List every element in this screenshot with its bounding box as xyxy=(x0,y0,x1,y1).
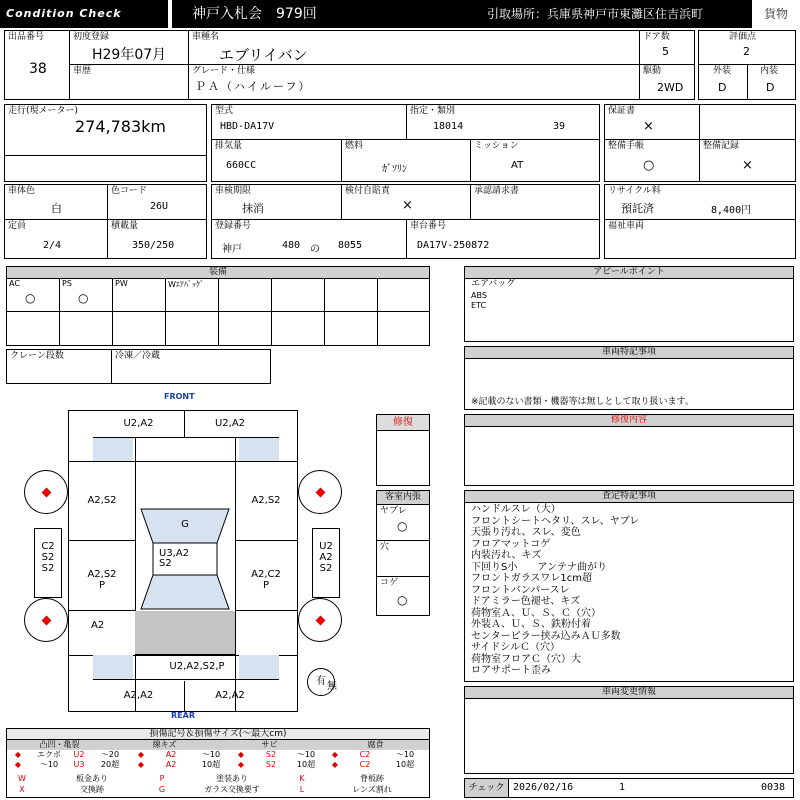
panel-left-fender: A2,S2 xyxy=(69,461,135,541)
change-info-panel xyxy=(464,686,794,774)
legend-group-0: 凸凹・亀裂 xyxy=(7,740,112,750)
inspection-value: 抹消 xyxy=(242,202,264,215)
panel-front-left: U2,A2 xyxy=(93,411,185,437)
color-code-value: 26U xyxy=(150,201,169,212)
legend-cell: 10超 xyxy=(296,760,316,769)
welfare-box xyxy=(604,219,796,259)
check-num: 1 xyxy=(619,782,626,793)
legend-code: X xyxy=(19,785,25,794)
inspection-box xyxy=(211,184,342,220)
maintenance-record-label: 整備記録 xyxy=(703,141,740,151)
repair-title: 修復 xyxy=(377,415,429,431)
registration-label: 登録番号 xyxy=(215,221,252,231)
recycle-amount: 8,400円 xyxy=(711,205,752,216)
chassis-label: 車台番号 xyxy=(410,221,447,231)
equip-empty-8 xyxy=(166,312,219,345)
inspection-note-line: ロアサポート歪み xyxy=(471,665,551,676)
legend-cell: 10超 xyxy=(395,760,415,769)
inspection-notes-panel xyxy=(464,490,794,682)
vehicle-type: 貨物 xyxy=(764,7,789,21)
equip-empty-9 xyxy=(219,312,272,345)
transmission-label: ミッション xyxy=(474,141,519,151)
displacement-box xyxy=(211,139,342,182)
displacement-value: 660CC xyxy=(226,160,257,171)
body-color-box xyxy=(4,184,108,220)
chassis-box xyxy=(406,219,600,259)
legend-diamond-icon: ◆ xyxy=(331,750,339,759)
inspection-label: 車検期限 xyxy=(215,186,252,196)
doors-value: 5 xyxy=(662,45,669,58)
legend-cell: 板金あり xyxy=(76,774,108,783)
liability-label: 検付自賠責 xyxy=(345,186,391,196)
legend-cell: 10超 xyxy=(201,760,221,769)
cabin-row-2-mark: ○ xyxy=(397,593,408,607)
damage-legend xyxy=(6,728,430,798)
legend-code: U3 xyxy=(73,760,85,769)
legend-diamond-icon: ◆ xyxy=(14,750,22,759)
panel-roof: U3,A2 S2 xyxy=(159,548,190,569)
grade-box xyxy=(188,64,640,100)
legend-cell: エクボ xyxy=(37,750,61,759)
mileage-value: 274,783km xyxy=(75,117,167,136)
appeal-line-2: ETC xyxy=(471,301,487,310)
appeal-panel xyxy=(464,266,794,342)
exterior-box xyxy=(698,64,748,100)
warranty-empty xyxy=(699,104,796,140)
equip-empty-5 xyxy=(7,312,60,345)
first-reg-value: H29年07月 xyxy=(92,47,167,63)
welfare-label: 福祉車両 xyxy=(608,221,645,231)
drive-box xyxy=(639,64,695,100)
inspection-note-line: センターピラー挟み込みＡＵ多数 xyxy=(471,630,621,642)
car-name-box xyxy=(188,30,640,65)
legend-diamond-icon: ◆ xyxy=(237,750,245,759)
mileage-label: 走行(現メーター) xyxy=(8,106,79,116)
legend-diamond-icon: ◆ xyxy=(137,760,145,769)
transmission-box xyxy=(470,139,600,182)
interior-value: D xyxy=(766,81,775,94)
body-color-value: 白 xyxy=(51,202,62,215)
rear-label: REAR xyxy=(171,711,195,720)
equipment-title: 装備 xyxy=(7,267,429,279)
cabin-row-2-label: コゲ xyxy=(380,578,399,588)
equip-empty-7 xyxy=(113,312,166,345)
cabin-title: 客室内張 xyxy=(377,491,429,505)
freezer-box xyxy=(111,349,271,384)
headlight-left xyxy=(93,437,133,461)
pickup-location: 引取場所：兵庫県神戸市東灘区住吉浜町 xyxy=(472,0,752,28)
equip-ps-mark: ○ xyxy=(78,291,89,305)
inspection-notes-title: 査定特記事項 xyxy=(465,491,793,503)
legend-cell: 〜10 xyxy=(395,750,415,759)
score-label: 評価点 xyxy=(729,32,757,42)
legend-code: S2 xyxy=(265,760,277,769)
equip-empty-2 xyxy=(272,278,325,312)
equip-airbag-label: Wｴｱﾊﾞｯｸﾞ xyxy=(168,280,204,289)
approval-box xyxy=(470,184,600,220)
equip-pw-label: PW xyxy=(115,279,128,288)
inspection-note-line: 天張り汚れ、スレ、変色 xyxy=(471,527,581,538)
designation-value2: 39 xyxy=(553,121,566,132)
warranty-value: × xyxy=(643,119,654,134)
mileage-box xyxy=(4,104,207,182)
check-date: 2026/02/16 xyxy=(513,782,574,793)
legend-cell: 脊板跡 xyxy=(360,774,384,783)
score-value: 2 xyxy=(743,45,750,58)
crane-label: クレーン段数 xyxy=(10,351,64,361)
panel-rear: U2,A2,S2,P xyxy=(169,661,225,672)
front-label: FRONT xyxy=(164,392,195,401)
registration-class: 480 xyxy=(282,240,301,251)
registration-number: 8055 xyxy=(338,240,363,251)
warranty-box xyxy=(604,104,700,140)
taillight-left xyxy=(93,655,133,679)
model-label: 型式 xyxy=(215,106,234,116)
cabin-row-2 xyxy=(377,577,429,615)
panel-left-quarter: A2 xyxy=(91,620,105,631)
legend-diamond-icon: ◆ xyxy=(14,760,22,769)
legend-title: 損傷記号＆損傷サイズ(〜最大cm) xyxy=(7,729,429,740)
liability-value: × xyxy=(402,198,413,213)
equip-ac-label: AC xyxy=(9,279,20,288)
legend-diamond-icon: ◆ xyxy=(137,750,145,759)
panel-rear-right: A2,A2 xyxy=(215,690,245,701)
check-code: 0038 xyxy=(761,782,786,793)
history-label: 車歴 xyxy=(73,66,92,76)
panel-right-side: U2 A2 S2 xyxy=(312,528,340,598)
legend-group-1: 線キズ xyxy=(112,740,217,750)
panel-left-side: C2 S2 S2 xyxy=(34,528,62,598)
equip-empty-3 xyxy=(325,278,378,312)
inspection-note-line: フロントバンパースレ xyxy=(471,584,570,596)
check-label: チェック xyxy=(465,779,509,797)
tire-front-left-icon xyxy=(24,470,68,514)
bumper-line xyxy=(93,437,279,438)
interior-box xyxy=(747,64,796,100)
legend-code: K xyxy=(299,774,305,783)
maintenance-book-box xyxy=(604,139,700,182)
inspection-note-line: フロアマットコゲ xyxy=(471,538,551,550)
equip-empty-4 xyxy=(378,278,429,312)
logo: Condition Check xyxy=(0,0,168,28)
color-code-label: 色コード xyxy=(111,186,148,196)
repair-content-title: 修復内容 xyxy=(465,415,793,427)
panel-windshield: G xyxy=(181,519,189,530)
exterior-value: D xyxy=(718,81,727,94)
legend-code: U2 xyxy=(73,750,85,759)
legend-code: G xyxy=(158,785,166,794)
score-box xyxy=(698,30,796,65)
maintenance-record-box xyxy=(699,139,796,182)
lot-number-box xyxy=(4,30,70,100)
car-name-label: 車種名 xyxy=(192,32,220,42)
grade-value: ＰＡ（ハイルーフ） xyxy=(195,80,312,93)
legend-code: P xyxy=(159,774,165,783)
fuel-value: ｶﾞｿﾘﾝ xyxy=(382,164,407,175)
lot-label: 出品番号 xyxy=(8,32,45,42)
approval-label: 承認請求書 xyxy=(474,186,520,196)
equip-ac-mark: ○ xyxy=(25,291,36,305)
exterior-label: 外装 xyxy=(713,66,732,76)
equip-ac xyxy=(7,278,60,312)
repair-content-panel xyxy=(464,414,794,486)
legend-cell: 〜20 xyxy=(100,750,120,759)
spare-tire-no: 無 xyxy=(327,681,337,692)
doors-label: ドア数 xyxy=(643,32,670,42)
appeal-title: アピールポイント xyxy=(465,267,793,279)
inspection-note-line: フロントガラスワレ1cm超 xyxy=(471,573,593,584)
inspection-note-line: ハンドルスレ（大） xyxy=(471,504,561,515)
equip-pw xyxy=(113,278,166,312)
maintenance-book-label: 整備手帳 xyxy=(608,141,645,151)
first-reg-label: 初度登録 xyxy=(73,32,110,42)
registration-kana: の xyxy=(310,244,320,255)
equip-empty-11 xyxy=(325,312,378,345)
first-reg-box xyxy=(69,30,189,65)
legend-diamond-icon: ◆ xyxy=(237,760,245,769)
legend-code: W xyxy=(18,774,26,783)
fuel-box xyxy=(341,139,471,182)
taillight-right xyxy=(239,655,279,679)
freezer-label: 冷凍／冷蔵 xyxy=(115,351,161,361)
legend-cell: ガラス交換要す xyxy=(204,785,260,794)
recycle-box xyxy=(604,184,796,220)
legend-group-3: 腐食 xyxy=(322,740,429,750)
inspection-note-line: 下回りS小 アンテナ曲がり xyxy=(471,561,607,573)
car-diagram xyxy=(68,410,298,712)
equipment-table xyxy=(6,266,430,346)
cargo-floor xyxy=(135,611,235,655)
appeal-line-0: エアバッグ xyxy=(471,279,516,289)
notes-title: 車両特記事項 xyxy=(465,347,793,359)
equip-ps xyxy=(60,278,113,312)
inspection-note-line: 外装Ａ、Ｕ、Ｓ、鉄粉付着 xyxy=(471,619,591,630)
legend-code: L xyxy=(299,785,305,794)
registration-box xyxy=(211,219,407,259)
maintenance-book-value: ○ xyxy=(643,158,655,173)
panel-right-fender: A2,S2 xyxy=(235,461,297,541)
legend-code: A2 xyxy=(165,750,177,759)
cabin-row-1-label: 穴 xyxy=(380,542,390,552)
legend-group-2: サビ xyxy=(217,740,322,750)
inspection-note-line: 荷物室Ａ、Ｕ、Ｓ、Ｃ（穴） xyxy=(471,607,601,619)
cabin-box xyxy=(376,490,430,616)
chassis-value: DA17V-250872 xyxy=(417,240,490,251)
inspection-note-line: 内装汚れ、キズ xyxy=(471,550,542,561)
equip-empty-6 xyxy=(60,312,113,345)
load-box xyxy=(107,219,207,259)
legend-cell: 塗装あり xyxy=(216,774,248,783)
check-row xyxy=(464,778,794,798)
panel-left-rear-door: A2,S2 P xyxy=(69,541,135,611)
equip-empty-12 xyxy=(378,312,429,345)
legend-cell: 〜10 xyxy=(39,760,59,769)
maintenance-record-value: × xyxy=(742,158,753,173)
grade-label: グレード・仕様 xyxy=(192,66,256,76)
auction-title: 神戸入札会 979回 xyxy=(172,0,472,28)
mileage-divider xyxy=(5,155,206,156)
appeal-line-1: ABS xyxy=(471,291,487,300)
panel-front-right: U2,A2 xyxy=(214,418,246,429)
legend-code: C2 xyxy=(359,750,371,759)
capacity-label: 定員 xyxy=(8,221,27,231)
cabin-row-0-mark: ○ xyxy=(397,519,408,533)
warranty-label: 保証書 xyxy=(608,106,636,116)
notes-text: ※記載のない書類・機器等は無しとして取り扱います。 xyxy=(471,397,694,407)
recycle-label: リサイクル料 xyxy=(608,186,661,196)
panel-rear-left: A2,A2 xyxy=(93,681,185,711)
equip-empty-10 xyxy=(272,312,325,345)
interior-label: 内装 xyxy=(760,66,779,76)
fuel-label: 燃料 xyxy=(345,141,364,151)
notes-panel xyxy=(464,346,794,410)
rear-bumper-line xyxy=(93,679,279,680)
legend-code: A2 xyxy=(165,760,177,769)
doors-box xyxy=(639,30,695,65)
legend-code: S2 xyxy=(265,750,277,759)
history-box xyxy=(69,64,189,100)
cabin-row-0 xyxy=(377,505,429,541)
equip-airbag xyxy=(166,278,219,312)
inspection-note-line: ドアミラー色褪せ、キズ xyxy=(471,596,581,607)
drive-value: 2WD xyxy=(657,81,684,94)
crane-box xyxy=(6,349,112,384)
equip-ps-label: PS xyxy=(62,279,72,288)
registration-area: 神戸 xyxy=(222,244,242,255)
legend-cell: 〜10 xyxy=(296,750,316,759)
load-value: 350/250 xyxy=(132,240,175,251)
legend-cell: 交換跡 xyxy=(80,785,104,794)
car-name-value: エブリイバン xyxy=(219,46,308,64)
capacity-box xyxy=(4,219,108,259)
drive-label: 駆動 xyxy=(643,66,662,76)
lot-value: 38 xyxy=(29,61,47,77)
tire-rear-left-icon xyxy=(24,598,68,642)
model-box xyxy=(211,104,407,140)
recycle-status: 預託済 xyxy=(621,202,654,215)
cabin-row-1 xyxy=(377,541,429,577)
inspection-note-line: サイドシルＣ（穴） xyxy=(471,642,561,653)
legend-diamond-icon: ◆ xyxy=(331,760,339,769)
inspection-note-line: 荷物室フロアＣ（穴）大 xyxy=(471,653,581,665)
inspection-note-line: フロントシートヘタリ、スレ、ヤブレ xyxy=(471,515,640,527)
cabin-row-0-label: ヤブレ xyxy=(380,506,407,516)
designation-box xyxy=(406,104,600,140)
change-info-title: 車両変更情報 xyxy=(465,687,793,699)
transmission-value: AT xyxy=(511,160,524,171)
spare-tire-yes: 有 xyxy=(307,668,335,696)
designation-value1: 18014 xyxy=(433,121,464,132)
model-value: HBD-DA17V xyxy=(220,121,275,132)
load-label: 積載量 xyxy=(111,221,139,231)
tire-front-right-icon xyxy=(298,470,342,514)
tire-rear-right-icon xyxy=(298,598,342,642)
color-code-box xyxy=(107,184,207,220)
legend-code: C2 xyxy=(359,760,371,769)
liability-box xyxy=(341,184,471,220)
body-color-label: 車体色 xyxy=(8,186,36,196)
equip-empty-1 xyxy=(219,278,272,312)
repair-box xyxy=(376,414,430,486)
legend-cell: 20超 xyxy=(100,760,120,769)
panel-right-rear-door: A2,C2 P xyxy=(235,541,297,611)
legend-cell: レンズ割れ xyxy=(352,785,392,794)
headlight-right xyxy=(239,437,279,461)
legend-cell: 〜10 xyxy=(201,750,221,759)
displacement-label: 排気量 xyxy=(215,141,243,151)
capacity-value: 2/4 xyxy=(43,240,62,251)
designation-label: 指定・類別 xyxy=(410,106,456,116)
